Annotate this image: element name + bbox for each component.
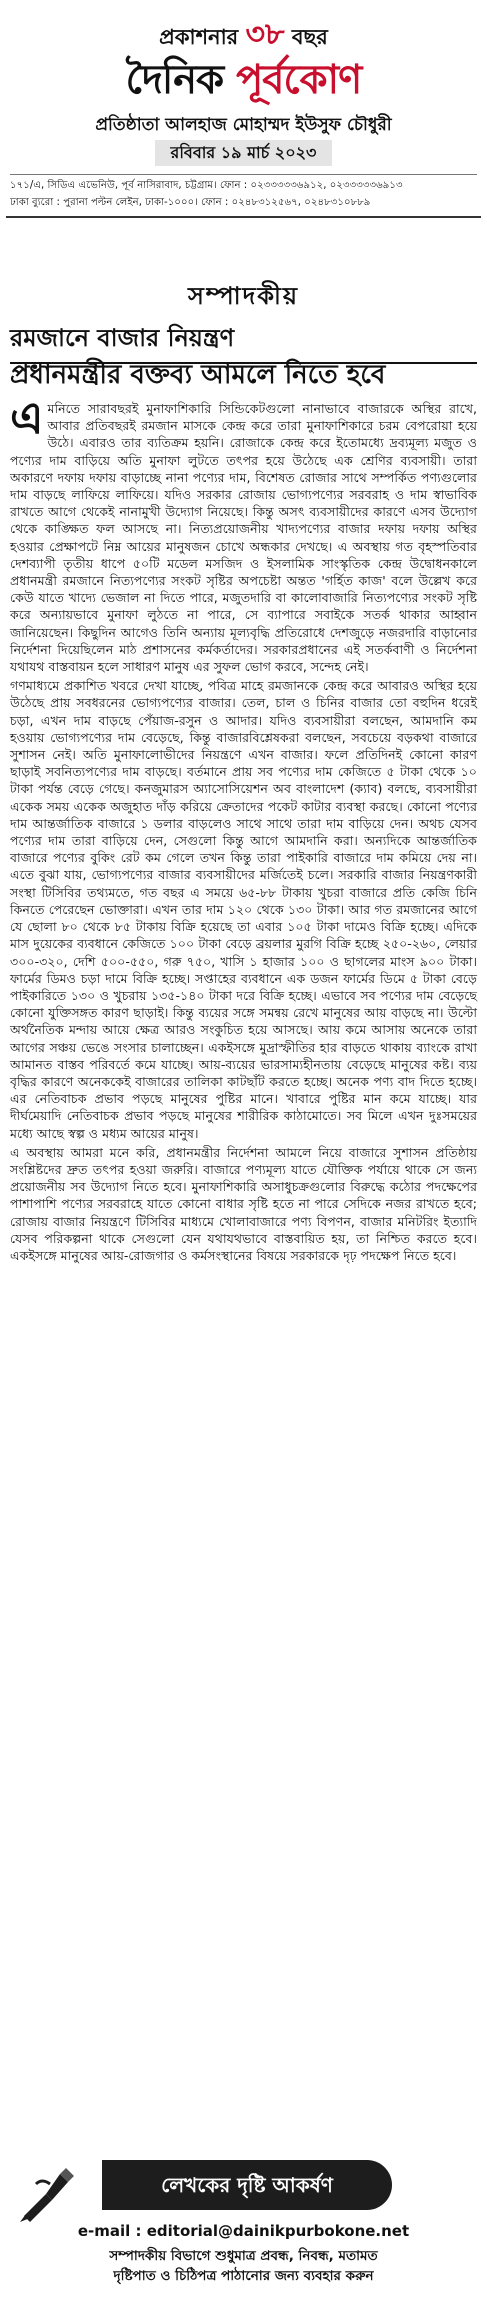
section-title: সম্পাদকীয় (187, 282, 300, 310)
article-paragraph-2: গণমাধ্যমে প্রকাশিত খবরে দেখা যাচ্ছে, পবিত্র মাহে রমজানকে কেন্দ্র করে আবারও অস্থির হয়ে উঠেছে প্রায় সবধরনের ভোগ্যপণ্যের বাজার। তেল, চাল ও চিনির বাজার তো বহুদিন ধরেই চড়া, এখন দাম বাড়ছে পেঁয়াজ-রসুন ও আদার। যদিও ব্যবসায়ীরা বলছেন, আমদানি কম হওয়ায় ভোগ্যপণ্যের দাম বেড়েছে, কিন্তু বাজারবিশ্লেষকরা বলছেন, সবচেয়ে বড়কথা বাজারে সুশাসন নেই। অতি মুনাফালোভীদের নিয়ন্ত্রণে এখন বাজার। ফলে প্রতিদিনই কোনো কারণ ছাড়াই সবনিত্যপণ্যের দাম বাড়ছে। বর্তমানে প্রায় সব পণ্যের দাম কেজিতে ৫ টাকা থেকে ১০ টাকা পর্যন্ত বেড়ে গেছে। কনজুমারস অ্যাসোসিয়েশন অব বাংলাদেশ (ক্যাব) বলছে, ব্যবসায়ীরা একেক সময় একেক অজুহাত দাঁড় করিয়ে ক্রেতাদের পকেট কাটার ব্যবস্থা করছে। কোনো পণ্যের দাম আন্তর্জাতিক বাজারে ১ ডলার বাড়লেও সাথে সাথে তারা দাম বাড়িয়ে দেন। অথচ যেসব পণ্যের দাম তারা বাড়িয়ে দেন, সেগুলো কিন্তু আগে আমদানি করা। অন্যদিকে আন্তর্জাতিক বাজারে পণ্যের বুকিং রেট কম গেলে তখন কিন্তু তারা পাইকারি বাজারে দাম কমিয়ে দেয় না। এতে বুঝা যায়, ভোগ্যপণ্যের বাজার ব্যবসায়ীদের মর্জিতেই চলে। সরকারি বাজার নিয়ন্ত্রণকারী সংস্থা টিসিবির তথ্যমতে, গত বছর এ সময়ে ৬৫-৮৮ টাকায় খুচরা বাজারে প্রতি কেজি চিনি কিনতে পেরেছেন ভোক্তারা। এখন তার দাম ১২০ থেকে ১৩০ টাকা। আর গত রমজানের আগে যে ছোলা ৮০ থেকে ৮৫ টাকায় বিক্রি হয়েছে তা এবার ১০৫ টাকা দামেও বিক্রি হচ্ছে। এদিকে মাস দুয়েকের ব্যবধানে কেজিতে ১০০ টাকা বেড়ে ব্রয়লার মুরগি বিক্রি হচ্ছে ২৫০-২৬০, লেয়ার ৩০০-৩২০, দেশি ৫০০-৫৫০, গরু ৭৫০, খাসি ১ হাজার ১০০ ও ছাগলের মাংস ৯০০ টাকা। ফার্মের ডিমও চড়া দামে বিক্রি হচ্ছে। সপ্তাহের ব্যবধানে এক ডজন ফার্মের ডিমে ৫ টাকা বেড়ে পাইকারিতে ১৩০ ও খুচরায় ১৩৫-১৪০ টাকা দরে বিক্রি হচ্ছে। এভাবে সব পণ্যের দাম বেড়েছে কোনো যুক্তিসঙ্গত কারণ ছাড়াই। কিন্তু ব্যয়ের সঙ্গে সমন্বয় রেখে মানুষের আয় বাড়ছে না। উল্টো অর্থনৈতিক মন্দায় আয়ে ক্ষেত্র আরও সংকুচিত হয়ে আসছে। আয় কমে আসায় অনেকে তারা আগের সঞ্চয় ভেঙে সংসার চালাচ্ছেন। একইসঙ্গে মুদ্রাস্ফীতির হার বাড়তে থাকায় ব্যাংকে রাখা আমানত বাস্তব পরিবর্তে কমে যাচ্ছে। আয়-ব্যয়ের ভারসাম্যহীনতায় বেড়েছে মানুষের কষ্ট। ব্যয় বৃদ্ধির কারণে অনেককেই বাজারের তালিকা কাটছাঁট করতে হচ্ছে। অনেক পণ্য বাদ দিতে হচ্ছে। এর নেতিবাচক প্রভাব পড়ছে মানুষের পুষ্টির মানে। খাবারে পুষ্টির মান কমে যাচ্ছে। যার দীর্ঘমেয়াদি নেতিবাচক প্রভাব পড়ছে মানুষের শারীরিক কাঠামোতে। সব মিলে এখন দুঃসময়ের মধ্যে আছে স্বল্প ও মধ্যম আয়ের মানুষ। (10, 678, 477, 1141)
writer-notice-text (10, 2246, 477, 2286)
writer-notice-line1: সম্পাদকীয় বিভাগে শুধুমাত্র প্রবন্ধ, নিবন্ধ, মতামত (109, 2248, 378, 2264)
editorial-email[interactable]: e-mail : editorial@dainikpurbokone.net (77, 2222, 410, 2240)
headline-line2: প্রধানমন্ত্রীর বক্তব্য আমলে নিতে হবে (10, 360, 386, 390)
masthead-divider (6, 216, 481, 218)
headline-line1: রমজানে বাজার নিয়ন্ত্রণ (10, 320, 477, 364)
editorial-article (10, 393, 477, 1266)
address-line-ctg: ১৭১/এ, সিডিএ এভেনিউ, পূর্ব নাসিরাবাদ, চট্টগ্রাম। ফোন : ০২৩৩৩৩৩৬৯১২, ০২৩৩৩৩৩৬৯১৩ (10, 180, 403, 191)
writer-notice-line2: দৃষ্টিপাত ও চিঠিপত্র পাঠানোর জন্য ব্যবহার করুন (113, 2268, 374, 2284)
edition-prefix: প্রকাশনার (159, 25, 239, 49)
drop-cap: এ (10, 393, 44, 444)
address-line-dhaka: ঢাকা ব্যুরো : পুরানা পল্টন লেইন, ঢাকা-১০০০। ফোন : ০২৪৮৩১২৫৬৭, ০২৪৮৩১০৮৮৯ (10, 197, 371, 208)
writer-notice (10, 2160, 477, 2296)
article-paragraph-1 (10, 393, 477, 675)
article-paragraph-1-text: মনিতে সারাবছরই মুনাফাশিকারি সিন্ডিকেটগুলো নানাভাবে বাজারকে অস্থির রাখে, আবার প্রতিবছরই রমজান মাসকে কেন্দ্র করে তারা মুনাফাশিকারে চরম বেপরোয়া হয়ে উঠে। এবারও তার ব্যতিক্রম হয়নি। রোজাকে কেন্দ্র করে ইতোমধ্যে দ্রব্যমূল্য মজুত ও পণ্যের দাম বাড়িয়ে অতি মুনাফা লুটতে তৎপর হয়ে উঠেছে এক শ্রেণির ব্যবসায়ী। তারা অকারণে দফায় দফায় বাড়াচ্ছে নানা পণ্যের দাম, বিশেষত রোজার সাথে সম্পর্কিত পণ্যগুলোর দাম বাড়ছে লাফিয়ে লাফিয়ে। যদিও সরকার রোজায় ভোগ্যপণ্যের সরবরাহ ও দাম স্বাভাবিক রাখতে আগে থেকেই নানামুখী উদ্যোগ নিয়েছে। কিন্তু অসৎ ব্যবসায়ীদের কারণে এসব উদ্যোগ থেকে কাঙ্ক্ষিত ফল আসছে না। নিত্যপ্রয়োজনীয় খাদ্যপণ্যের বাজার দফায় দফায় অস্থির হওয়ার প্রেক্ষাপটে নিম্ন আয়ের মানুষজন চোখে অন্ধকার দেখছে। এ অবস্থায় গত বৃহস্পতিবার দেশব্যাপী তৃতীয় ধাপে ৫০টি মডেল মসজিদ ও ইসলামিক সাংস্কৃতিক কেন্দ্র উদ্বোধনকালে প্রধানমন্ত্রী রমজানে নিত্যপণ্যের সংকট সৃষ্টির অপচেষ্টা অন্তত 'গর্হিত কাজ' বলে উল্লেখ করে কেউ যাতে খাদ্যে ভেজাল না দিতে পারে, মজুতদারি বা কালোবাজারি নিত্যপণ্যের সংকট সৃষ্টি করে অন্যায়ভাবে মুনাফা লুঠতে না পারে, সে ব্যাপারে সবাইকে সতর্ক থাকার আহ্বান জানিয়েছেন। কিছুদিন আগেও তিনি অন্যায় মূল্যবৃদ্ধি প্রতিরোধে দেশজুড়ে নজরদারি বাড়ানোর নির্দেশনা দিয়েছিলেন মাঠ প্রশাসনের কর্মকর্তাদের। সরকারপ্রধানের এই সতর্কবাণী ও নির্দেশনা যথাযথ বাস্তবায়ন হলে সাধারণ মানুষ এর সুফল ভোগ করবে, সন্দেহ নেই। (10, 401, 477, 675)
paper-name-part2: পূর্বকোণ (236, 57, 362, 103)
paper-name-logo (0, 48, 487, 115)
article-paragraph-3: এ অবস্থায় আমরা মনে করি, প্রধানমন্ত্রীর নির্দেশনা আমলে নিয়ে বাজারে সুশাসন প্রতিষ্ঠায় সংশ্লিষ্টদের দ্রুত তৎপর হওয়া জরুরি। বাজারে পণ্যমূল্য যাতে যৌক্তিক পর্যায়ে থাকে সে জন্য প্রয়োজনীয় সব উদ্যোগ নিতে হবে। মুনাফাশিকারি অসাধুচক্রগুলোর বিরুদ্ধে কঠোর পদক্ষেপের পাশাপাশি পণ্যের সরবরাহে যাতে কোনো বাধার সৃষ্টি হতে না পারে সেদিকে নজর রাখতে হবে; রোজায় বাজার নিয়ন্ত্রণে টিসিবির মাধ্যমে খোলাবাজারে পণ্য বিপণন, বাজার মনিটরিং ইত্যাদি যেসব পরিকল্পনা থাকে সেগুলো যেন যথাযথভাবে বাস্তবায়িত হয়, তা নিশ্চিত করতে হবে। একইসঙ্গে মানুষের আয়-রোজগার ও কর্মসংস্থানের বিষয়ে সরকারকে দৃঢ় পদক্ষেপ নিতে হবে। (10, 1144, 477, 1263)
pen-hand-icon (16, 2164, 78, 2224)
masthead (0, 0, 487, 208)
founder-line: প্রতিষ্ঠাতা আলহাজ মোহাম্মদ ইউসুফ চৌধুরী (95, 115, 392, 135)
edition-suffix: বছর (291, 25, 328, 49)
address-block (10, 174, 477, 211)
date-bar: রবিবার ১৯ মার্চ ২০২৩ (155, 140, 332, 166)
edition-number: ৩৮ (245, 17, 285, 52)
paper-name-part1: দৈনিক (125, 57, 224, 103)
writer-notice-banner: লেখকের দৃষ্টি আকর্ষণ (102, 2160, 392, 2210)
